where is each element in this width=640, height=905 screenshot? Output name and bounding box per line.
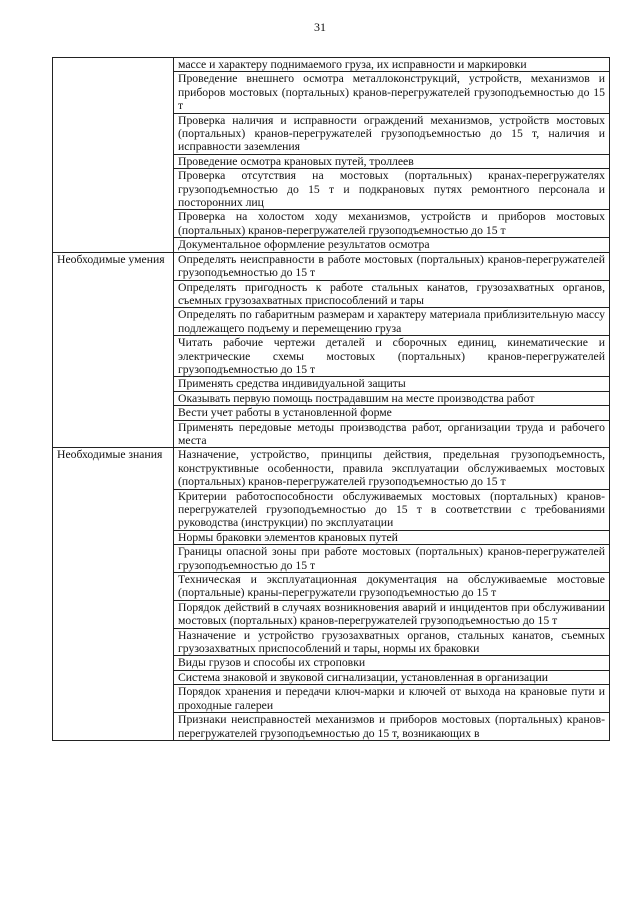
requirement-item: Проверка отсутствия на мостовых (портальных) кранах-перегружателях грузоподъемностью до 15 т и подкрановых путях ремонтного персонала и посторонних лиц	[174, 169, 610, 210]
requirement-item: Определять неисправности в работе мостовых (портальных) кранов-перегружателей грузоподъемностью до 15 т	[174, 252, 610, 280]
requirement-item: Применять средства индивидуальной защиты	[174, 377, 610, 391]
section-label: Необходимые знания	[53, 448, 174, 741]
requirement-item: Границы опасной зоны при работе мостовых (портальных) кранов-перегружателей грузоподъемностью до 15 т	[174, 545, 610, 573]
requirement-item: Проверка на холостом ходу механизмов, устройств и приборов мостовых (портальных) кранов-перегружателей грузоподъемностью до 15 т	[174, 210, 610, 238]
requirement-item: Проведение внешнего осмотра металлоконструкций, устройств, механизмов и приборов мостовых (портальных) кранов-перегружателей грузоподъемностью до 15 т	[174, 72, 610, 113]
requirements-table-body	[53, 58, 610, 741]
section-label	[53, 58, 174, 253]
requirement-item: Признаки неисправностей механизмов и приборов мостовых (портальных) кранов-перегружателей грузоподъемностью до 15 т, возникающих в	[174, 713, 610, 741]
requirement-item: Виды грузов и способы их строповки	[174, 656, 610, 670]
requirements-table	[52, 57, 610, 741]
requirement-item: Техническая и эксплуатационная документация на обслуживаемые мостовые (портальные) краны-перегружатели грузоподъемностью до 15 т	[174, 573, 610, 601]
requirement-item: Нормы браковки элементов крановых путей	[174, 530, 610, 544]
requirement-item: Определять по габаритным размерам и характеру материала приблизительную массу подлежащего подъему и перемещению груза	[174, 308, 610, 336]
requirement-item: Система знаковой и звуковой сигнализации, установленная в организации	[174, 670, 610, 684]
requirement-item: Определять пригодность к работе стальных канатов, грузозахватных органов, съемных грузозахватных приспособлений и тары	[174, 280, 610, 308]
page-number: 31	[314, 20, 326, 34]
requirement-item: Критерии работоспособности обслуживаемых мостовых (портальных) кранов-перегружателей грузоподъемностью до 15 т в соответствии с требованиями руководства (инструкции) по эксплуатации	[174, 489, 610, 530]
requirement-item: Вести учет работы в установленной форме	[174, 406, 610, 420]
requirement-item: Читать рабочие чертежи деталей и сборочных единиц, кинематические и электрические схемы мостовых (портальных) кранов-перегружателей грузоподъемностью до 15 т	[174, 336, 610, 377]
requirement-item: Порядок хранения и передачи ключ-марки и ключей от выхода на крановые пути и проходные галереи	[174, 685, 610, 713]
requirement-item: Проведение осмотра крановых путей, троллеев	[174, 154, 610, 168]
requirement-item: массе и характеру поднимаемого груза, их исправности и маркировки	[174, 58, 610, 72]
table-row	[53, 448, 610, 489]
requirement-item: Применять передовые методы производства работ, организации труда и рабочего места	[174, 420, 610, 448]
requirement-item: Порядок действий в случаях возникновения аварий и инцидентов при обслуживании мостовых (портальных) кранов-перегружателей грузоподъемностью до 15 т	[174, 600, 610, 628]
table-row	[53, 252, 610, 280]
table-row	[53, 58, 610, 72]
requirement-item: Назначение, устройство, принципы действия, предельная грузоподъемность, конструктивные особенности, правила эксплуатации обслуживаемых мостовых (портальных) кранов-перегружателей грузоподъемностью до 15 т	[174, 448, 610, 489]
requirement-item: Оказывать первую помощь пострадавшим на месте производства работ	[174, 391, 610, 405]
requirement-item: Документальное оформление результатов осмотра	[174, 238, 610, 252]
requirement-item: Проверка наличия и исправности ограждений механизмов, устройств мостовых (портальных) кранов-перегружателей грузоподъемностью до 15 т, наличия и исправности заземления	[174, 113, 610, 154]
section-label: Необходимые умения	[53, 252, 174, 448]
requirement-item: Назначение и устройство грузозахватных органов, стальных канатов, съемных грузозахватных приспособлений и тары, нормы их браковки	[174, 628, 610, 656]
